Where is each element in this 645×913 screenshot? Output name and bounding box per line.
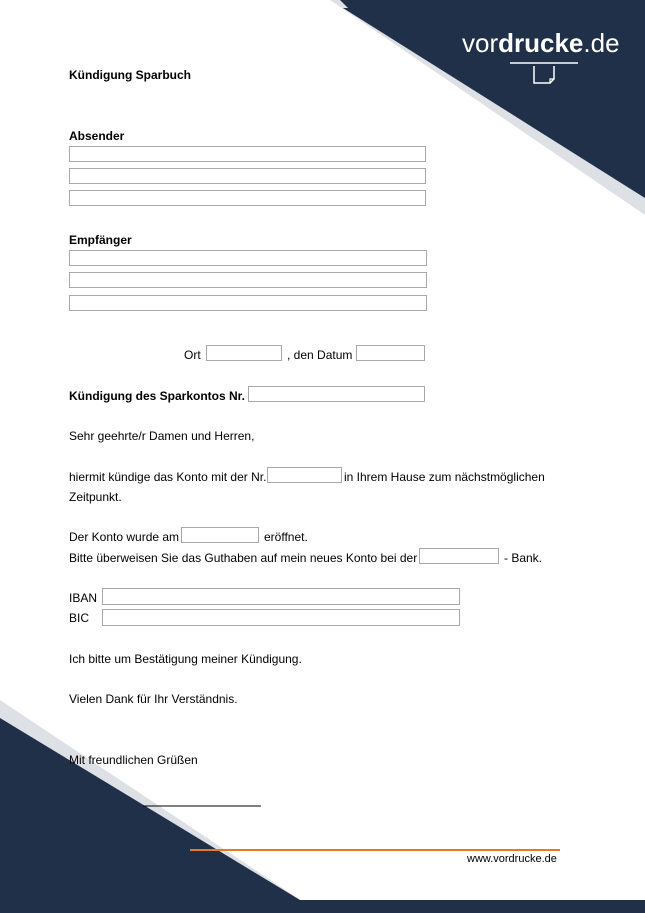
document-icon xyxy=(510,62,578,86)
transfer-text-after: - Bank. xyxy=(504,551,543,565)
body-text-continuation: Zeitpunkt. xyxy=(69,490,122,504)
bank-name-field[interactable] xyxy=(419,548,499,564)
date-field[interactable] xyxy=(356,345,425,361)
date-label: , den Datum xyxy=(287,348,353,362)
bic-field[interactable] xyxy=(102,609,460,626)
logo-text-de: .de xyxy=(583,28,620,58)
body-text-after-number: in Ihrem Hause zum nächstmöglichen xyxy=(344,470,545,484)
sender-line-2-field[interactable] xyxy=(69,168,426,184)
salutation-text: Sehr geehrte/r Damen und Herren, xyxy=(69,429,255,443)
recipient-label: Empfänger xyxy=(69,233,132,247)
opened-date-field[interactable] xyxy=(181,527,259,543)
recipient-line-1-field[interactable] xyxy=(69,250,427,266)
transfer-text-before: Bitte überweisen Sie das Guthaben auf mein neues Konto bei der xyxy=(69,551,418,565)
logo-text-drucke: drucke xyxy=(498,28,584,58)
confirmation-text: Ich bitte um Bestätigung meiner Kündigung. xyxy=(69,652,302,666)
sender-label: Absender xyxy=(69,129,125,143)
account-number-field[interactable] xyxy=(248,386,425,402)
iban-field[interactable] xyxy=(102,588,460,605)
bic-label: BIC xyxy=(69,611,90,625)
form-title: Kündigung Sparbuch xyxy=(69,68,191,82)
subject-label: Kündigung des Sparkontos Nr. xyxy=(69,389,246,403)
thanks-text: Vielen Dank für Ihr Verständnis. xyxy=(69,692,238,706)
old-account-number-field[interactable] xyxy=(267,467,342,483)
brand-logo[interactable] xyxy=(462,28,620,59)
opened-text-after: eröffnet. xyxy=(264,530,308,544)
closing-text: Mit freundlichen Grüßen xyxy=(69,753,198,767)
body-text-before-number: hiermit kündige das Konto mit der Nr. xyxy=(69,470,267,484)
logo-text-vor: vor xyxy=(462,28,499,58)
sender-line-3-field[interactable] xyxy=(69,190,426,206)
opened-text-before: Der Konto wurde am xyxy=(69,530,180,544)
footer-url[interactable]: www.vordrucke.de xyxy=(467,853,557,865)
recipient-line-2-field[interactable] xyxy=(69,272,427,288)
iban-label: IBAN xyxy=(69,591,98,605)
sender-line-1-field[interactable] xyxy=(69,146,426,162)
place-label: Ort xyxy=(184,348,201,362)
place-field[interactable] xyxy=(206,345,282,361)
recipient-line-3-field[interactable] xyxy=(69,295,427,311)
